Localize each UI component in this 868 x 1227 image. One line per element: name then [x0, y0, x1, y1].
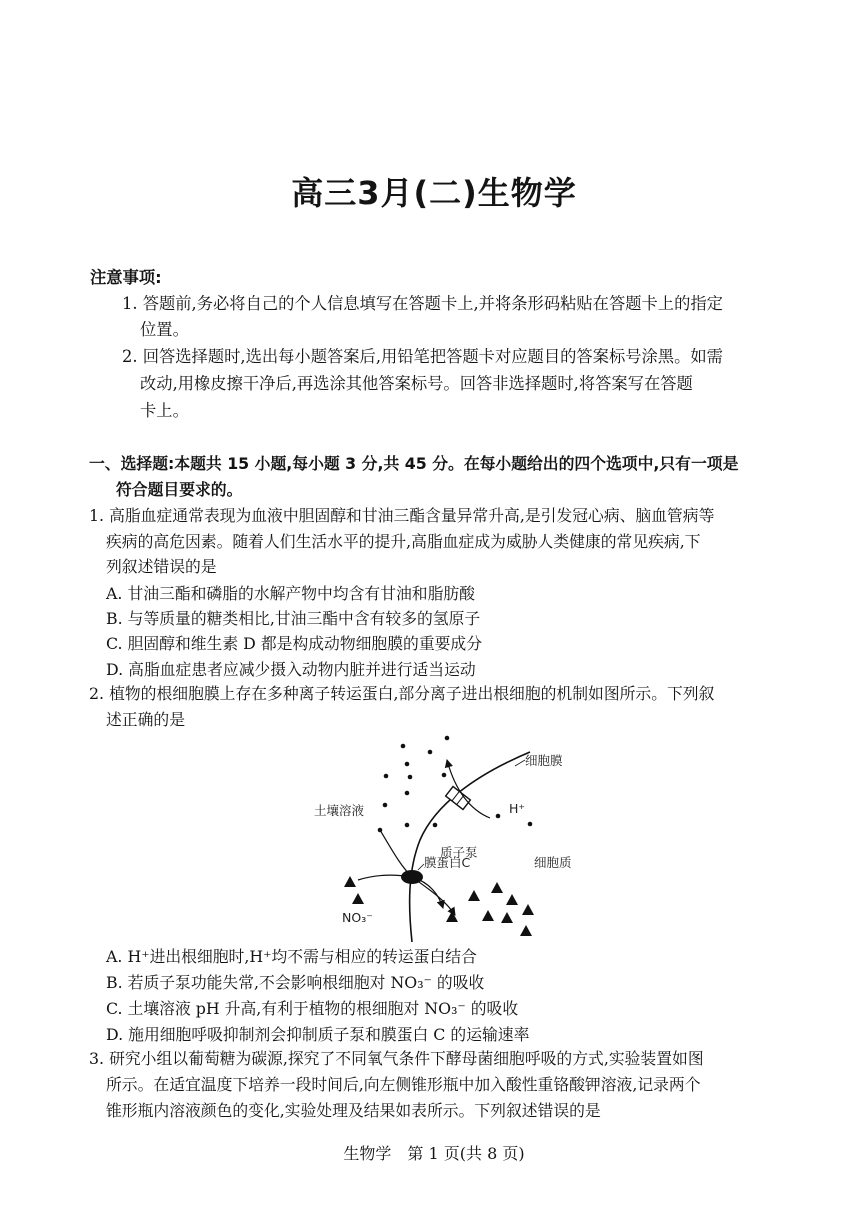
- notice-item-2-line-1: 2. 回答选择题时,选出每小题答案后,用铅笔把答题卡对应题目的答案标号涂黑。如需: [122, 347, 723, 366]
- q2-option-a: A. H⁺进出根细胞时,H⁺均不需与相应的转运蛋白结合: [106, 947, 477, 966]
- label-soil-solution: 土壤溶液: [314, 803, 365, 818]
- q3-stem-line-3: 锥形瓶内溶液颜色的变化,实验处理及结果如表所示。下列叙述错误的是: [106, 1101, 601, 1120]
- q2-option-b: B. 若质子泵功能失常,不会影响根细胞对 NO₃⁻ 的吸收: [106, 973, 485, 992]
- label-cell-membrane: 细胞膜: [525, 753, 563, 768]
- section-heading-line-1: 一、选择题:本题共 15 小题,每小题 3 分,共 45 分。在每小题给出的四个选项中,只有一项是: [89, 454, 739, 473]
- notice-item-2-line-2: 改动,用橡皮擦干净后,再选涂其他答案标号。回答非选择题时,将答案写在答题: [140, 374, 693, 393]
- q2-stem-line-1: 2. 植物的根细胞膜上存在多种离子转运蛋白,部分离子进出根细胞的机制如图所示。下列叙: [89, 684, 715, 703]
- notice-item-2-line-3: 卡上。: [140, 401, 189, 420]
- q1-option-d: D. 高脂血症患者应减少摄入动物内脏并进行适当运动: [106, 660, 476, 679]
- label-nitrate: NO₃⁻: [342, 910, 373, 925]
- q1-option-a: A. 甘油三酯和磷脂的水解产物中均含有甘油和脂肪酸: [106, 584, 475, 603]
- label-cytoplasm: 细胞质: [534, 855, 572, 870]
- notice-item-1-line-2: 位置。: [140, 320, 189, 339]
- q2-stem-line-2: 述正确的是: [106, 710, 185, 729]
- notice-heading: 注意事项:: [90, 268, 162, 287]
- soil-hplus-dots: [378, 736, 450, 833]
- proton-pump: [446, 786, 471, 809]
- section-heading-line-2: 符合题目要求的。: [116, 480, 243, 499]
- notice-item-1-line-1: 1. 答题前,务必将自己的个人信息填写在答题卡上,并将条形码粘贴在答题卡上的指定: [122, 294, 723, 313]
- nitrate-influx-arrow: [358, 875, 443, 908]
- label-proton-pump: 质子泵: [440, 845, 478, 860]
- q3-stem-line-2: 所示。在适宜温度下培养一段时间后,向左侧锥形瓶中加入酸性重铬酸钾溶液,记录两个: [106, 1075, 701, 1094]
- page-title: 高三3月(二)生物学: [291, 174, 577, 212]
- page-footer: 生物学 第 1 页(共 8 页): [343, 1144, 525, 1163]
- q1-option-b: B. 与等质量的糖类相比,甘油三酯中含有较多的氢原子: [106, 609, 481, 628]
- q1-stem-line-1: 1. 高脂血症通常表现为血液中胆固醇和甘油三酯含量异常升高,是引发冠心病、脑血管病等: [89, 506, 715, 525]
- q3-stem-line-1: 3. 研究小组以葡萄糖为碳源,探究了不同氧气条件下酵母菌细胞呼吸的方式,实验装置如图: [89, 1049, 704, 1068]
- label-membrane-protein-c: 膜蛋白C: [424, 855, 471, 870]
- nitrate-triangles: [344, 876, 534, 936]
- q2-option-d: D. 施用细胞呼吸抑制剂会抑制质子泵和膜蛋白 C 的运输速率: [106, 1025, 530, 1044]
- q1-stem-line-3: 列叙述错误的是: [106, 557, 217, 576]
- q1-option-c: C. 胆固醇和维生素 D 都是构成动物细胞膜的重要成分: [106, 634, 483, 653]
- q1-stem-line-2: 疾病的高危因素。随着人们生活水平的提升,高脂血症成为威胁人类健康的常见疾病,下: [106, 532, 701, 551]
- label-hplus: H⁺: [509, 801, 525, 816]
- ion-transport-diagram: [300, 730, 600, 945]
- q2-option-c: C. 土壤溶液 pH 升高,有利于植物的根细胞对 NO₃⁻ 的吸收: [106, 999, 519, 1018]
